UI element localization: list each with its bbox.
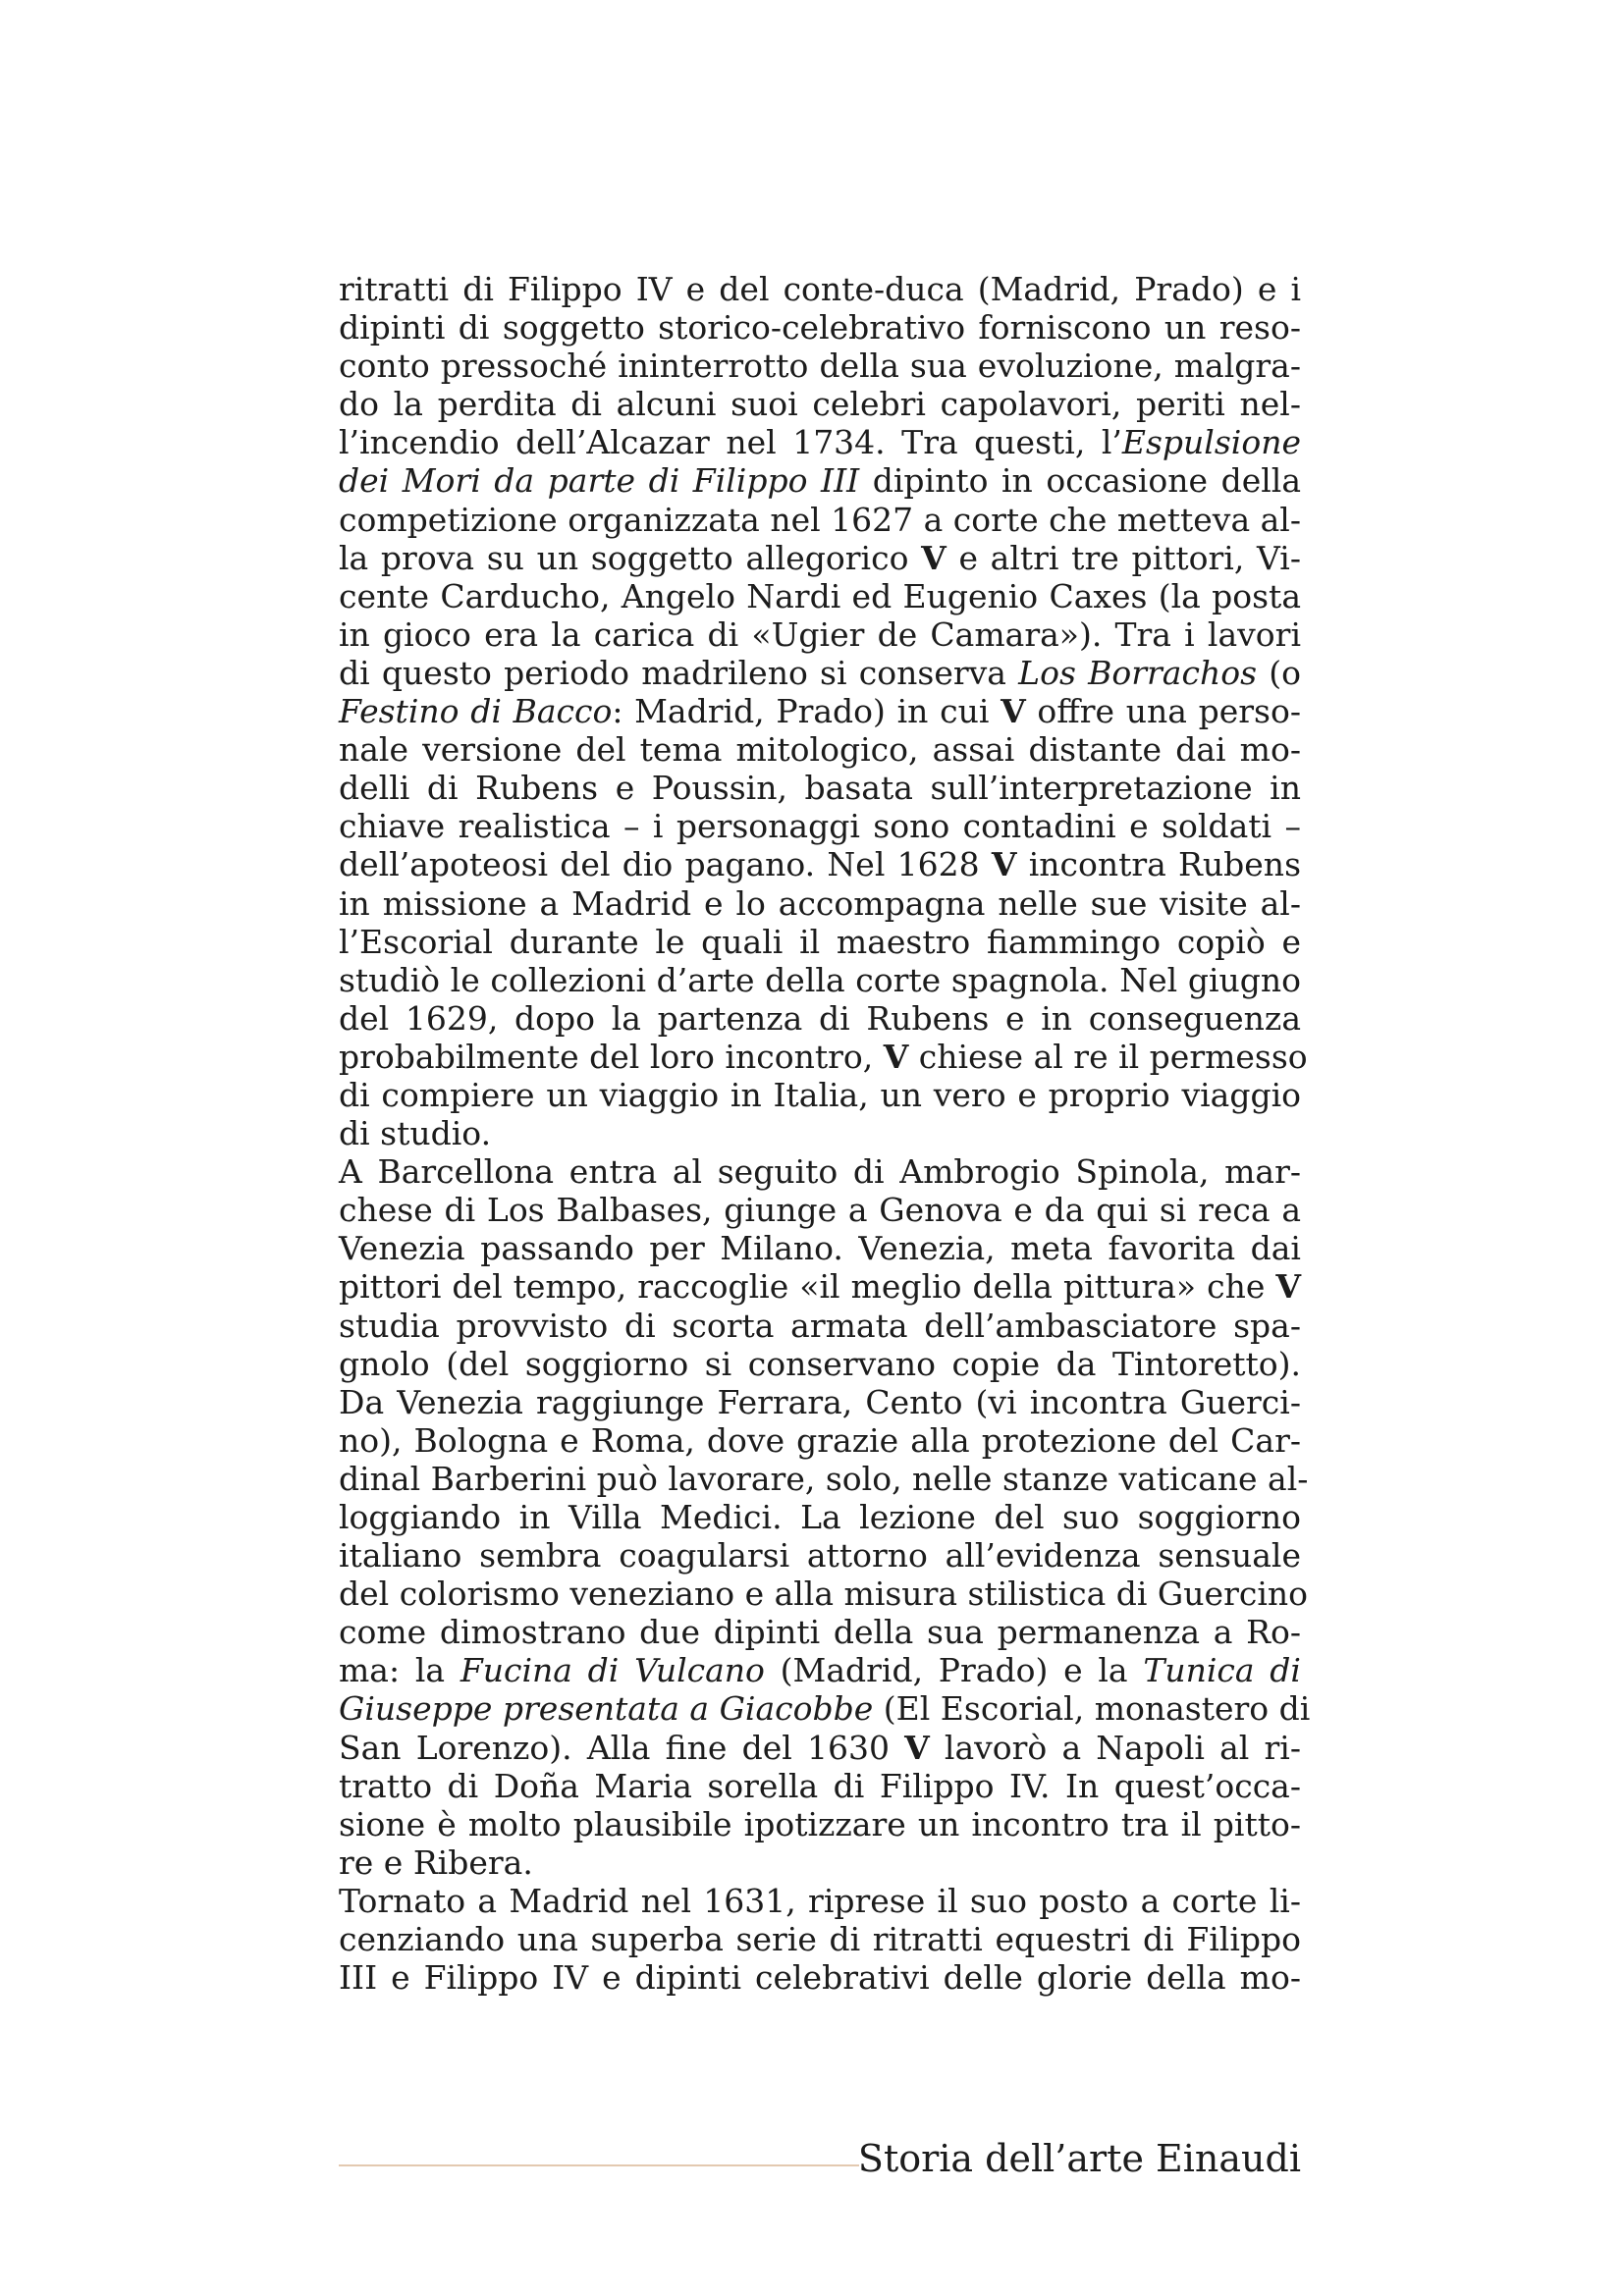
text-run: studia provvisto di scorta armata dell’ambasciatore spa- xyxy=(339,1306,1301,1345)
text-run: (o xyxy=(1257,653,1301,692)
text-line xyxy=(339,1345,1301,1383)
text-run: sione è molto plausibile ipotizzare un incontro tra il pitto- xyxy=(339,1804,1301,1843)
italic-text: Fucina di Vulcano xyxy=(460,1651,765,1690)
text-run: III e Filippo IV e dipinti celebrativi delle glorie della mo- xyxy=(339,1958,1301,1998)
text-line xyxy=(339,692,1301,730)
text-line xyxy=(339,1767,1301,1805)
text-line xyxy=(339,730,1301,769)
text-line xyxy=(339,1575,1309,1614)
text-run: (Madrid, Prado) e la xyxy=(764,1651,1144,1690)
text-run: ma: la xyxy=(339,1651,460,1690)
text-line xyxy=(339,807,1301,845)
text-run: re e Ribera. xyxy=(339,1842,533,1882)
text-run: chese di Los Balbases, giunge a Genova e da qui si reca a xyxy=(339,1191,1301,1230)
text-line xyxy=(339,1805,1301,1843)
text-run: studiò le collezioni d’arte della corte spagnola. Nel giugno xyxy=(339,960,1301,999)
text-run: in gioco era la carica di «Ugier de Camara»). Tra i lavori xyxy=(339,614,1301,654)
text-line xyxy=(339,769,1301,807)
text-line xyxy=(339,884,1301,923)
text-run: del colorismo veneziano e alla misura stilistica di Guercino xyxy=(339,1575,1309,1614)
body-text xyxy=(339,270,1311,1998)
text-run: : Madrid, Prado) in cui xyxy=(612,692,1001,731)
text-run: A Barcellona entra al seguito di Ambrogio Spinola, mar- xyxy=(339,1152,1301,1192)
text-run: Tornato a Madrid nel 1631, riprese il suo posto a corte li- xyxy=(339,1881,1301,1920)
text-run: San Lorenzo). Alla fine del 1630 xyxy=(339,1728,905,1767)
text-line xyxy=(339,1191,1301,1229)
bold-text: V xyxy=(904,1728,930,1767)
text-run: la prova su un soggetto allegorico xyxy=(339,538,922,577)
bold-text: V xyxy=(921,538,947,577)
text-line xyxy=(339,270,1301,308)
italic-text: Espulsione xyxy=(1121,423,1301,462)
text-run: gnolo (del soggiorno si conservano copie da Tintoretto). xyxy=(339,1344,1301,1383)
text-run: incontra Rubens xyxy=(1016,845,1301,884)
text-line xyxy=(339,999,1301,1038)
text-line xyxy=(339,385,1301,423)
text-run: del 1629, dopo la partenza di Rubens e in conseguenza xyxy=(339,998,1301,1038)
text-line xyxy=(339,1498,1301,1536)
text-run: no), Bologna e Roma, dove grazie alla protezione del Car- xyxy=(339,1420,1301,1460)
text-run: ritratti di Filippo IV e del conte-duca (Madrid, Prado) e i xyxy=(339,270,1301,308)
bold-text: V xyxy=(1001,692,1026,731)
text-line xyxy=(339,1383,1301,1421)
text-run: come dimostrano due dipinti della sua permanenza a Ro- xyxy=(339,1613,1301,1652)
text-line xyxy=(339,1689,1311,1729)
text-line xyxy=(339,1152,1301,1191)
text-run: competizione organizzata nel 1627 a corte che metteva al- xyxy=(339,500,1301,539)
text-line xyxy=(339,615,1301,654)
text-line xyxy=(339,1114,1301,1152)
text-run: tratto di Doña Maria sorella di Filippo IV. In quest’occa- xyxy=(339,1766,1301,1805)
text-line xyxy=(339,654,1301,692)
text-run: dinal Barberini può lavorare, solo, nelle stanze vaticane al- xyxy=(339,1459,1309,1498)
text-run: e altri tre pittori, Vi- xyxy=(946,538,1301,577)
text-run: (El Escorial, monastero di xyxy=(873,1689,1311,1729)
text-line xyxy=(339,577,1301,615)
text-run: l’incendio dell’Alcazar nel 1734. Tra questi, l’ xyxy=(339,423,1122,462)
text-run: pittori del tempo, raccoglie «il meglio della pittura» che xyxy=(339,1267,1276,1307)
text-line xyxy=(339,1459,1309,1498)
text-line xyxy=(339,845,1301,883)
text-line xyxy=(339,461,1301,500)
text-run: delli di Rubens e Poussin, basata sull’interpretazione in xyxy=(339,769,1301,808)
text-line xyxy=(339,308,1301,347)
bold-text: V xyxy=(883,1037,909,1076)
text-line xyxy=(339,1421,1301,1460)
text-run: di questo periodo madrileno si conserva xyxy=(339,653,1019,692)
text-run: dipinti di soggetto storico-celebrativo forniscono un reso- xyxy=(339,308,1301,347)
italic-text: Festino di Bacco xyxy=(339,692,613,731)
text-line xyxy=(339,1267,1301,1306)
italic-text: Tunica di xyxy=(1143,1651,1301,1690)
text-line xyxy=(339,347,1301,385)
italic-text: dei Mori da parte di Filippo III xyxy=(339,461,860,501)
footer-label: Storia dell’arte Einaudi xyxy=(857,2137,1301,2180)
italic-text: Giuseppe presentata a Giacobbe xyxy=(339,1689,874,1729)
text-run: in missione a Madrid e lo accompagna nelle sue visite al- xyxy=(339,883,1301,923)
text-line xyxy=(339,1843,1301,1882)
text-run: Venezia passando per Milano. Venezia, meta favorita dai xyxy=(339,1229,1301,1268)
text-line xyxy=(339,961,1301,999)
text-run: probabilmente del loro incontro, xyxy=(339,1037,884,1076)
text-line xyxy=(339,1076,1301,1114)
text-line xyxy=(339,1229,1301,1267)
text-run: di compiere un viaggio in Italia, un vero e proprio viaggio xyxy=(339,1075,1301,1114)
text-run: cenziando una superba serie di ritratti equestri di Filippo xyxy=(339,1920,1301,1959)
text-line xyxy=(339,1920,1301,1958)
text-run: italiano sembra coagularsi attorno all’evidenza sensuale xyxy=(339,1536,1301,1575)
text-run: chiave realistica – i personaggi sono contadini e soldati – xyxy=(339,807,1301,846)
bold-text: V xyxy=(991,845,1017,884)
text-run: nale versione del tema mitologico, assai distante dai mo- xyxy=(339,730,1301,770)
text-run: l’Escorial durante le quali il maestro fiammingo copiò e xyxy=(339,922,1301,961)
text-run: lavorò a Napoli al ri- xyxy=(929,1728,1301,1767)
text-line xyxy=(339,1651,1301,1689)
text-line xyxy=(339,501,1301,539)
text-run: cente Carducho, Angelo Nardi ed Eugenio Caxes (la posta xyxy=(339,576,1301,615)
text-run: dipinto in occasione della xyxy=(859,461,1302,501)
text-line xyxy=(339,1613,1301,1651)
text-line xyxy=(339,423,1301,461)
text-run: do la perdita di alcuni suoi celebri capolavori, periti nel- xyxy=(339,385,1301,424)
text-line xyxy=(339,1037,1308,1076)
text-run: offre una perso- xyxy=(1025,692,1301,731)
text-line xyxy=(339,1307,1301,1345)
text-line xyxy=(339,1882,1301,1920)
text-run: loggiando in Villa Medici. La lezione del suo soggiorno xyxy=(339,1498,1301,1536)
text-line xyxy=(339,1729,1301,1767)
text-line xyxy=(339,539,1301,577)
text-run: conto pressoché ininterrotto della sua evoluzione, malgra- xyxy=(339,347,1301,386)
text-line xyxy=(339,1958,1301,1997)
bold-text: V xyxy=(1275,1267,1301,1307)
text-line xyxy=(339,923,1301,961)
text-run: di studio. xyxy=(339,1114,492,1153)
text-run: Da Venezia raggiunge Ferrara, Cento (vi incontra Guerci- xyxy=(339,1382,1301,1421)
text-run: chiese al re il permesso xyxy=(908,1037,1308,1076)
text-line xyxy=(339,1536,1301,1575)
italic-text: Los Borrachos xyxy=(1018,653,1258,692)
text-run: dell’apoteosi del dio pagano. Nel 1628 xyxy=(339,845,992,884)
footer-rule xyxy=(339,2164,859,2166)
